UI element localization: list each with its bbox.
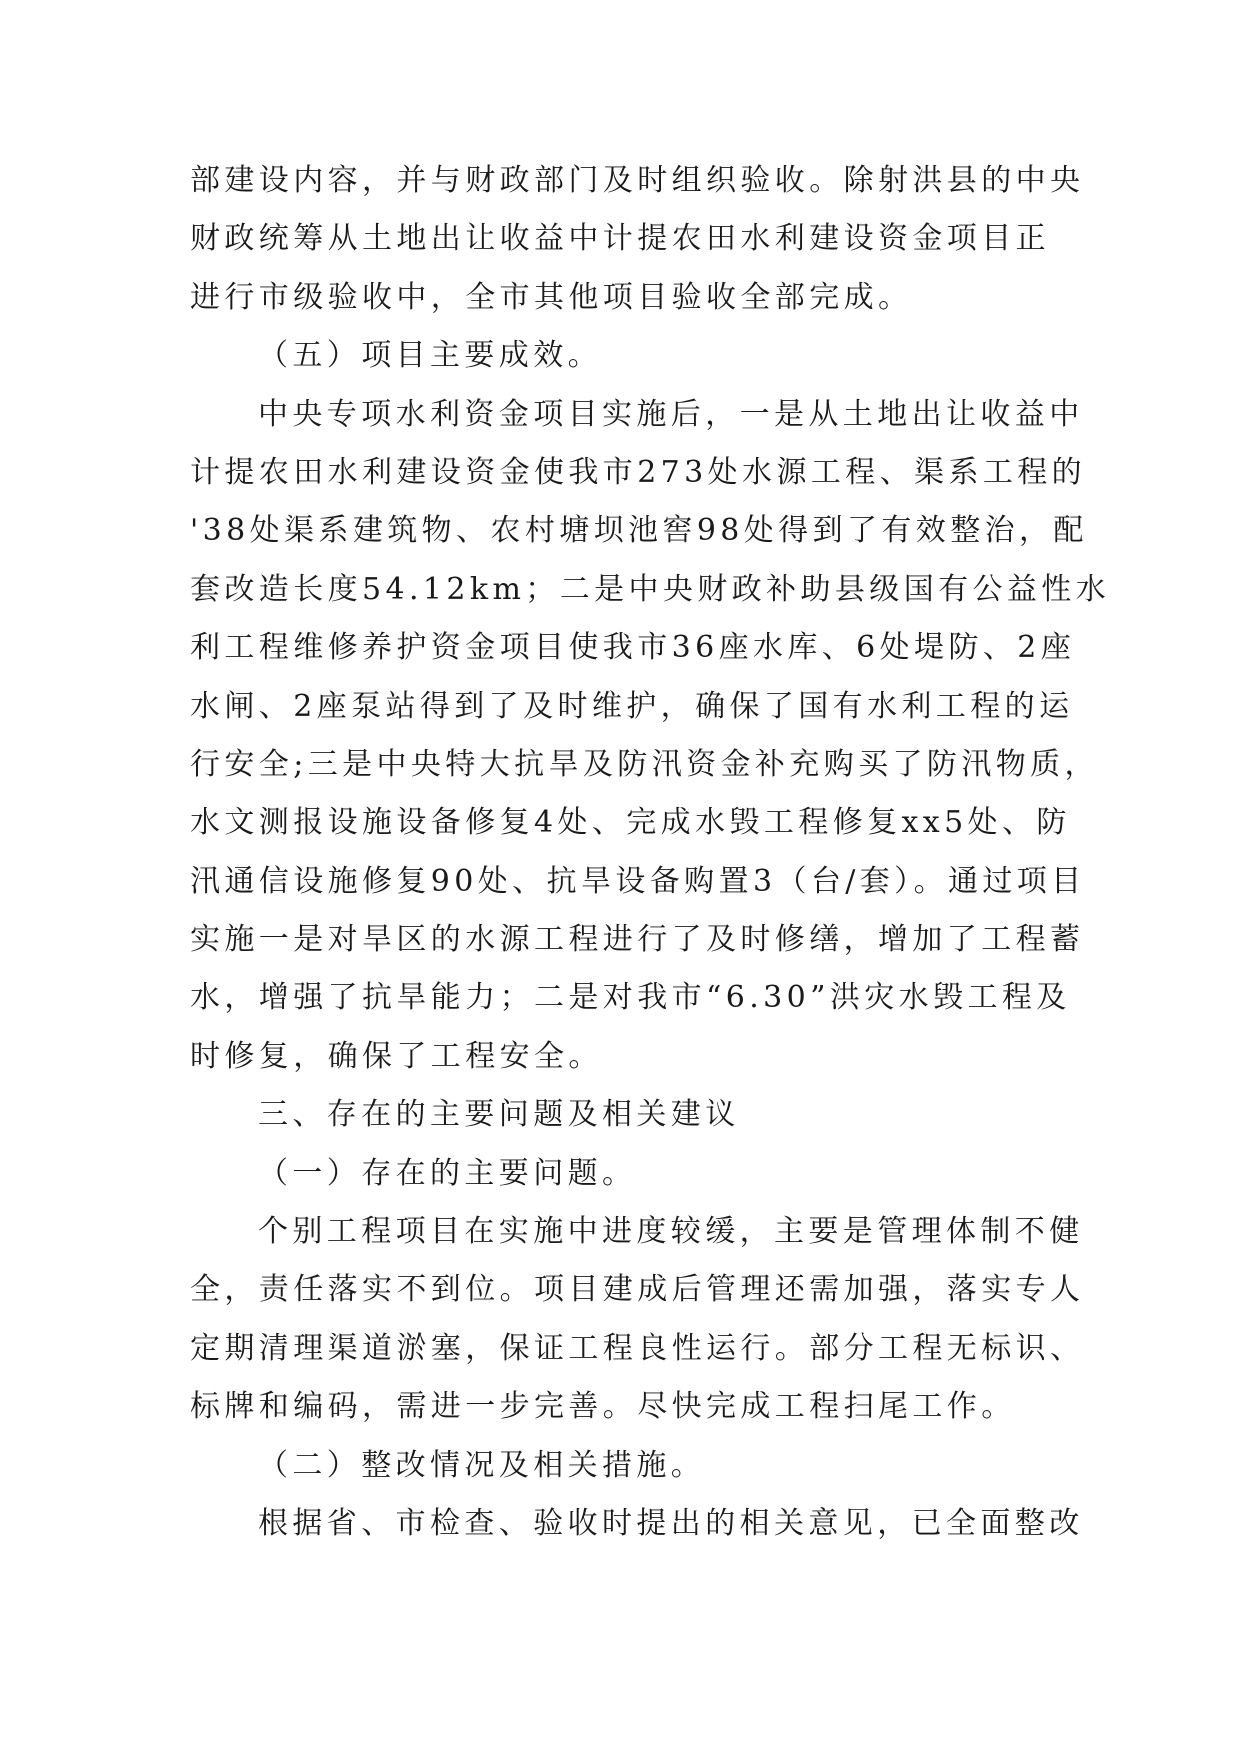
text-line: 利工程维修养护资金项目使我市36座水库、6处堤防、2座 bbox=[190, 630, 1076, 666]
text-line: 进行市级验收中，全市其他项目验收全部完成。 bbox=[190, 279, 913, 315]
text-line: 三、存在的主要问题及相关建议 bbox=[258, 1097, 740, 1133]
text-line: 实施一是对旱区的水源工程进行了及时修缮，增加了工程蓄 bbox=[190, 922, 1085, 958]
text-line: 水闸、2座泵站得到了及时维护，确保了国有水利工程的运 bbox=[190, 688, 1074, 724]
document-page bbox=[190, 152, 1111, 1553]
text-line: 全，责任落实不到位。项目建成后管理还需加强，落实专人 bbox=[190, 1272, 1085, 1308]
text-line: （二）整改情况及相关措施。 bbox=[258, 1447, 706, 1483]
text-line: 财政统筹从土地出让收益中计提农田水利建设资金项目正 bbox=[190, 221, 1050, 257]
text-line: 部建设内容，并与财政部门及时组织验收。除射洪县的中央 bbox=[190, 163, 1085, 198]
text-line: 水，增强了抗旱能力；二是对我市“6.30”洪灾水毁工程及 bbox=[190, 980, 1071, 1016]
text-line: （五）项目主要成效。 bbox=[258, 338, 602, 374]
text-line: 套改造长度54.12km；二是中央财政补助县级国有公益性水 bbox=[190, 571, 1111, 607]
text-line: （一）存在的主要问题。 bbox=[258, 1155, 637, 1191]
text-line: 中央专项水利资金项目实施后，一是从土地出让收益中 bbox=[258, 396, 1084, 432]
text-line: 时修复，确保了工程安全。 bbox=[190, 1038, 603, 1074]
text-line: '38处渠系建筑物、农村塘坝池窖98处得到了有效整治，配 bbox=[190, 513, 1088, 549]
text-line: 定期清理渠道淤塞，保证工程良性运行。部分工程无标识、 bbox=[190, 1330, 1085, 1366]
text-line: 标牌和编码，需进一步完善。尽快完成工程扫尾工作。 bbox=[190, 1389, 1016, 1425]
document-body bbox=[190, 152, 1111, 1553]
text-line: 水文测报设施设备修复4处、完成水毁工程修复xx5处、防 bbox=[190, 805, 1071, 841]
text-line: 个别工程项目在实施中进度较缓，主要是管理体制不健 bbox=[258, 1214, 1084, 1250]
text-line: 汛通信设施修复90处、抗旱设备购置3（台/套）。通过项目 bbox=[190, 863, 1086, 899]
text-line: 计提农田水利建设资金使我市273处水源工程、渠系工程的 bbox=[190, 454, 1087, 490]
text-line: 行安全;三是中央特大抗旱及防汛资金补充购买了防汛物质， bbox=[190, 746, 1099, 782]
text-line: 根据省、市检查、验收时提出的相关意见，已全面整改 bbox=[258, 1505, 1084, 1541]
